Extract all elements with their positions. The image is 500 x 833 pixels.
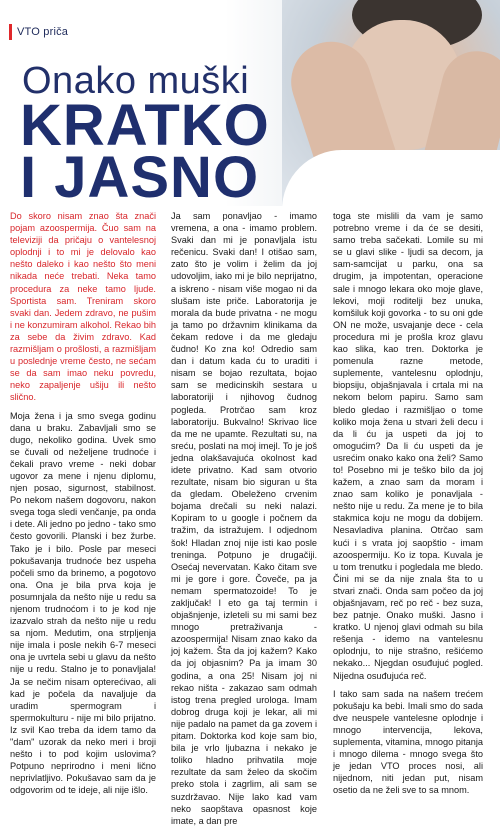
title-headline — [20, 93, 270, 210]
section-tag — [9, 24, 68, 40]
body-paragraph: Moja žena i ja smo svega godinu dana u braku. Zabavljali smo se dugo, nekoliko godina. Uvek smo se čuvali od neželjene trudnoće i čekali pravo vreme - neki dobar ugovor za mene i njenu diplomu, njen posao, sigurnost, stabilnost. Po nekom našem dogovoru, nakon svega toga sledi venčanje, pa onda i dete. Ali jedno po jedno - tako smo često govorili. Planski i bez žurbe. Tako je i bilo. Posle par meseci pokušavanja trudnoće bez uspeha počeli smo da brinemo, a pogotovo ona. Ona je bila prva koja je posumnjala da nešto nije u redu sa njenom trudnoćom i to je kod nje izazvalo strah da nešto nije u redu sa njom. Medutim, ona strpljenja nije imala i posle nekih 6-7 meseci ona je uvrtela sebi u glavu da nešto nije u redu. Stalno je to ponavljala! Ja se nečim nisam opterećivao, ali kad je počela da navaljuje da uradim spermogram i spermokulturu - nije mi bilo prijatno. Iz svil Kao treba da idem tamo da "dam" uzorak da neko meri i broji nešto i to pod kojim uslovima? Potpuno neprirodno i meni lično neprivlatljivo. Pokušavao sam da je odgovorim od te ideje, ali nije išlo. — [10, 410, 156, 796]
title-line-3: I JASNO — [20, 145, 260, 210]
man-rubbing-eyes-photo — [282, 0, 500, 206]
body-paragraph: toga ste mislili da vam je samo potrebno vreme i da će se desiti, samo treba sačekati. Lomile su mi se u glavi slike - ljudi sa decom, ja sam-samcijat u parku, ona sa drugim, ja impotentan, operacione sale i mnogo lekara oko moje glave, lekovi, moji roditelji bez unuka, komšiluk koji govorka - to su oni gde ON ne može, usvajanje dece - cela procedura mi je prošla kroz glavu kao slika, kao tren. Doktorka je pomenula razne metode, suplemente, vantelesnu oplodnju, biopsiju, objašnjavala i crtala mi na nekom belom papiru. Samo sam bledo gledao i razmišljao o tome koliko moja žena u stvari želi decu i da li ću ja uspeti da joj to omogućim? Da li ću uspeti da je usrećim onako kako ona želi? Samo to! Posebno mi je teško bilo da joj kažem, a znao sam da moram i znao sam koliko je ponavljala - nešto nije u redu. Za mene je to bila stakmica koju ne mogu da dobijem. Nesavladiva planina. Otrčao sam kući i s vrata joj saopštio - imam azoospermiju. Ko iz topa. Kuvala je u tom trenutku i pogledala me bledo. Čini mi se da nije znala šta to u stvari znači. Onda sam počeo da joj objašnjavam, reč po reč - bez suza, bez patnje. Onako muški. Jasno i kratko. U njenoj glavi odmah su bila rešenja - idemo na vantelesnu oplodnju, to nije strašno, rešićemo nekako... Njegdan osuđujuć pogled. Nijedna osuđujuća reč. — [333, 211, 483, 681]
title-line-1: Onako muški — [22, 60, 250, 102]
section-label: VTO priča — [17, 26, 69, 38]
column-2 — [171, 210, 317, 833]
column-3 — [333, 210, 483, 803]
title-line-2: KRATKO — [20, 93, 270, 158]
column-1 — [10, 210, 156, 803]
body-paragraph: Ja sam ponavljao - imamo vremena, a ona - imamo problem. Svaki dan mi je ponavljala istu rečenicu. Svaki dan! I otišao sam, zato što je volim i želim da joj udovoljim, iako mi je bilo neprijatno, a iskreno - nisam više mogao ni da slušam iste priče. Laboratorija je morala da bude privatna - ne mogu ja tamo po državnim klinikama da čekam redove i da me gledaju čudno! Ko zna ko! Odredio sam dan i datum kada ću to uraditi i nisam se bojao rezultata, bojao sam se medicinskih sestara u laboratoriji i njihovog čudnog pogleda. Protrčao sam kroz laboratoriju. Bukvalno! Skrivao lice da me ne upamte. Rezultati su, na sreću, poslati na moj imejl. To je još jedna olakšavajuća okolnost kad idete privatno. Kad sam otvorio rezultate, nisam bio siguran u šta da gledam. Obeleženo crvenim bojama drečali su neki nalazi. Kopiram to u google i počnem da tražim, da istražujem. I odjednom šok! Hladan znoj nije isti kao posle treninga. Potpuno je drugačiji. Osećaj nevervatan. Kako čitam sve mi je gore i gore. Čoveče, pa ja nemam spermatozoide! To je zaključak! I eto ga taj termin i objašnjenje, izleteli su mi sami bez mnogo pretraživanja - azoospermija! Nisam znao kako da joj kažem. Šta da joj kažem? Kako da joj objasnim? Pa ja imam 30 godina, a ona 25! Nisam joj ni rekao ništa - zakazao sam odmah istog trena pregled urologa. Imam dobrog druga koji je lekar, ali mi nije padalo na pamet da ga zovem i pitam. Doktorka kod koje sam bio, bila je vrlo ljubazna i nekako je toliko hladno prihvatila moje rezultate da sam želeo da skočim preko stola i zagrlim, ali sam se suzdržavao. Nije lako kad vam neko saopštava opasnost koje imate, a dan pre — [171, 211, 317, 826]
closing-paragraph: I tako sam sada na našem trećem pokušaju ka bebi. Imali smo do sada dve neuspele vantelesne oplodnje i mnogo intervencija, lekova, suplementa, vitamina, mnogo pitanja i mnogo dilema - mnogo svega što je jedan VTO proces nosi, ali nijednom, niti jedan put, nisam osetio da ne želi sve to sa mnom. — [333, 688, 483, 796]
section-tag-bar — [9, 24, 12, 40]
lead-paragraph: Do skoro nisam znao šta znači pojam azoospermija. Čuo sam na televiziji da pričaju o vantelesnoj oplodnji i to mi je delovalo kao nešto daleko i kao nešto što meni nikada neće trebati. Neka tamo procedura za neke tamo ljude. Sportista sam. Treniram skoro svaki dan. Jedem zdravo, ne pušim i ne konzumiram alkohol. Rekao bih za sebe da živim zdravo. Kad razmišljam o prošlosti, a razmišljam u poslednje vreme često, ne sećam se da sam imao neku povredu, neko zapaljenje ušiju ili nešto slično. — [10, 211, 156, 403]
